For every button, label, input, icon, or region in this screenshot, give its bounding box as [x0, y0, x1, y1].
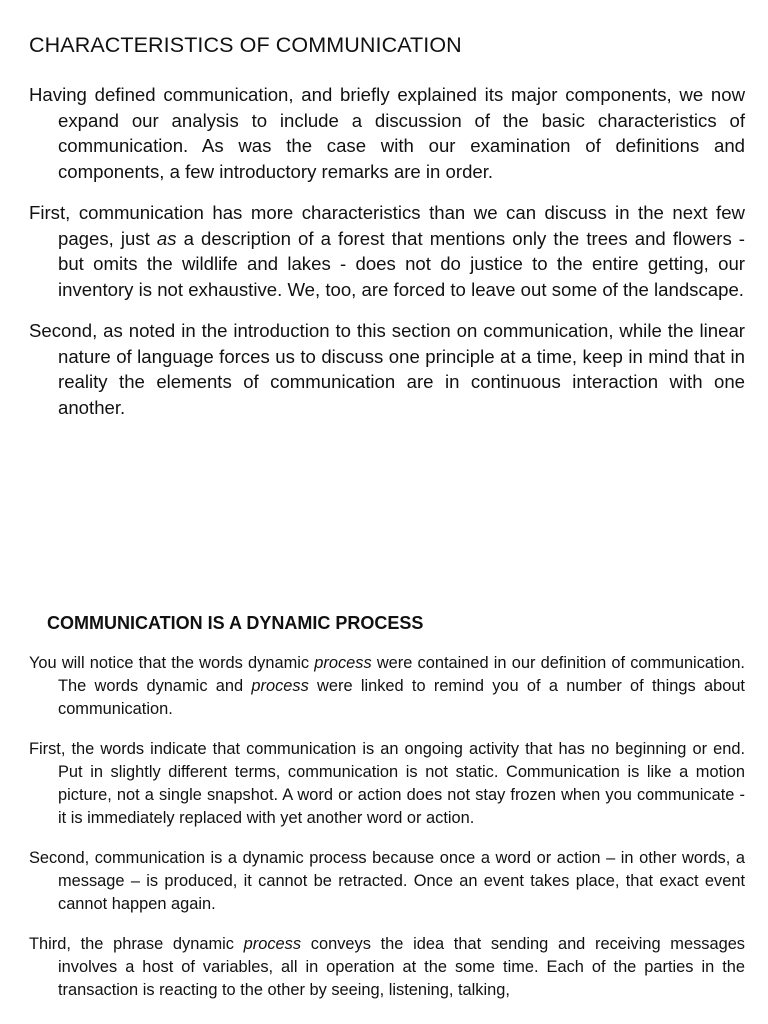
italic-word: process	[251, 677, 309, 695]
paragraph-text: Second, as noted in the introduction to this section on communication, while the linear nature of language forces us to discuss one principle at a time, keep in mind that in reality the elements of communication are in continuous interaction with one another.	[29, 320, 745, 418]
paragraph-first	[29, 200, 745, 302]
paragraph-third	[29, 933, 745, 1002]
section-title: CHARACTERISTICS OF COMMUNICATION	[29, 33, 462, 57]
paragraph-text: Third, the phrase dynamic	[29, 935, 244, 953]
paragraph-text: You will notice that the words dynamic	[29, 654, 315, 672]
italic-word: process	[243, 935, 302, 953]
paragraph-text: were linked to remind you of a number of things about communication.	[58, 677, 745, 718]
section-title: COMMUNICATION IS A DYNAMIC PROCESS	[47, 613, 424, 633]
paragraph-second	[29, 847, 745, 916]
paragraph-text: conveys the idea that sending and receiving messages involves a host of variables, all in operation at the some time. Each of the parties in the transaction is reacting to the other by seeing, listening, talking,	[58, 935, 746, 999]
paragraph-intro	[29, 82, 745, 184]
paragraph-text: were contained in our definition of communication. The words dynamic and	[58, 654, 745, 695]
paragraph-notice	[29, 652, 745, 721]
section-characteristics	[29, 32, 745, 436]
italic-word: process	[314, 654, 372, 672]
paragraph-first	[29, 738, 745, 830]
paragraph-text: First, communication has more characteristics than we can discuss in the next few pages, just	[29, 202, 745, 249]
paragraph-text: First, the words indicate that communication is an ongoing activity that has no beginning or end. Put in slightly different terms, communication is not static. Communication is like a motion picture, not a single snapshot. A word or action does not stay frozen when you communicate - it is immediately replaced with yet another word or action.	[29, 740, 745, 827]
paragraph-second	[29, 318, 745, 420]
paragraph-text: Second, communication is a dynamic process because once a word or action – in other words, a message – is produced, it cannot be retracted. Once an event takes place, that exact event cannot happen again.	[29, 849, 745, 913]
paragraph-text: a description of a forest that mentions only the trees and flowers - but omits the wildlife and lakes - does not do justice to the entire getting, our inventory is not exhaustive. We, too, are forced to leave out some of the landscape.	[58, 227, 746, 300]
italic-word: as	[156, 227, 177, 249]
paragraph-text: Having defined communication, and briefly explained its major components, we now expand our analysis to include a discussion of the basic characteristics of communication. As was the case with our examination of definitions and components, a few introductory remarks are in order.	[29, 84, 745, 182]
section-dynamic-process	[29, 610, 745, 1019]
